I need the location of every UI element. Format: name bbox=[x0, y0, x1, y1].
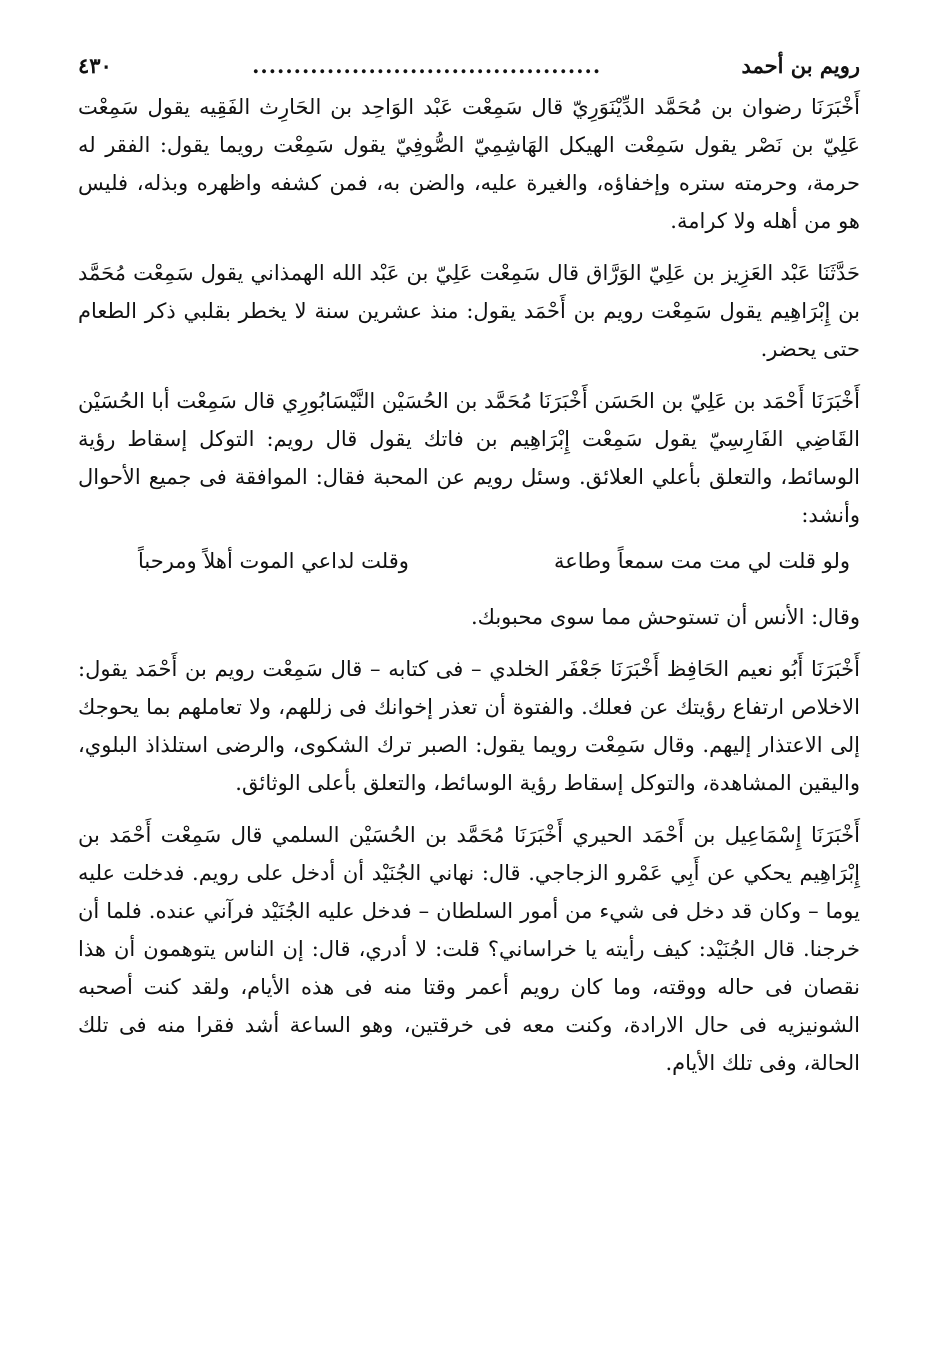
paragraph-5: أَخْبَرَنَا أَبُو نعيم الحَافِظ أَخْبَرَنَا جَعْفَر الخلدي – فى كتابه – قال سَمِعْت رويم بن أَحْمَد يقول: الاخلاص ارتفاع رؤيتك عن فعلك. والفتوة أن تعذر إخوانك فى زللهم، ولا تعاملهم بما يحوجك إلى الاعتذار إليهم. وقال سَمِعْت رويما يقول: الصبر ترك الشكوى، والرضى استلذاذ البلوي، واليقين المشاهدة، والتوكل إسقاط رؤية الوسائط، والتعلق بأعلى الوثائق. bbox=[78, 657, 860, 795]
poetry-verse bbox=[78, 540, 860, 582]
paragraph-3: أَخْبَرَنَا أَحْمَد بن عَلِيّ بن الحَسَن أَخْبَرَنَا مُحَمَّد بن الحُسَيْن النَّيْسَابُورِي قال سَمِعْت أبا الحُسَيْن القَاضِي الفَارِسِيّ يقول سَمِعْت إِبْرَاهِيم بن فاتك يقول قال رويم: التوكل إسقاط رؤية الوسائط، والتعلق بأعلي العلائق. وسئل رويم عن المحبة فقال: الموافقة فى جميع الأحوال وأنشد: bbox=[78, 389, 860, 527]
book-page bbox=[78, 48, 860, 1096]
running-header bbox=[78, 48, 860, 84]
paragraph-1: أَخْبَرَنَا رضوان بن مُحَمَّد الدِّيْنَوَرِيّ قال سَمِعْت عَبْد الوَاحِد بن الحَارِث الفَقِيه يقول سَمِعْت عَلِيّ بن نَصْر يقول سَمِعْت الهيكل الهَاشِمِيّ الصُّوفِيّ يقول سَمِعْت رويما يقول: الفقر له حرمة، وحرمته ستره وإخفاؤه، والغيرة عليه، والضن به، فمن كشفه واظهره وبذله، فليس هو من أهله ولا كرامة. bbox=[78, 95, 860, 233]
page-number: ٤٣٠ bbox=[78, 53, 112, 78]
leader-dots: .......................................... bbox=[252, 53, 602, 78]
verse-first-hemistich: ولو قلت لي مت مت سمعاً وطاعة bbox=[554, 549, 850, 573]
paragraph-6: أَخْبَرَنَا إِسْمَاعِيل بن أَحْمَد الحيري أَخْبَرَنَا مُحَمَّد بن الحُسَيْن السلمي قال سَمِعْت أَحْمَد بن إِبْرَاهِيم يحكي عن أَبِي عَمْرو الزجاجي. قال: نهاني الجُنَيْد أن أدخل على رويم. فدخلت عليه يوما – وكان قد دخل فى شيء من أمور السلطان – فدخل عليه الجُنَيْد فرآني عنده. فلما أن خرجنا. قال الجُنَيْد: كيف رأيته يا خراساني؟ قلت: لا أدري، قال: إن الناس يتوهمون أن هذا نقصان فى حاله ووقته، وما كان رويم أعمر وقتا منه فى هذه الأيام، ولقد كنت أصحبه الشونيزيه فى حال الارادة، وكنت معه فى خرقتين، وهو الساعة أشد فقرا منه فى تلك الحالة، وفى تلك الأيام. bbox=[78, 823, 860, 1075]
running-header-title: رويم بن أحمد bbox=[741, 53, 860, 78]
verse-second-hemistich: وقلت لداعي الموت أهلاً ومرحباً bbox=[138, 549, 409, 573]
paragraph-4: وقال: الأنس أن تستوحش مما سوى محبوبك. bbox=[470, 605, 860, 629]
paragraph-2: حَدَّثَنَا عَبْد العَزِيز بن عَلِيّ الوَرَّاق قال سَمِعْت عَلِيّ بن عَبْد الله الهمذاني يقول سَمِعْت مُحَمَّد بن إِبْرَاهِيم يقول سَمِعْت رويم بن أَحْمَد يقول: منذ عشرين سنة لا يخطر بقلبي ذكر الطعام حتى يحضر. bbox=[78, 261, 860, 361]
